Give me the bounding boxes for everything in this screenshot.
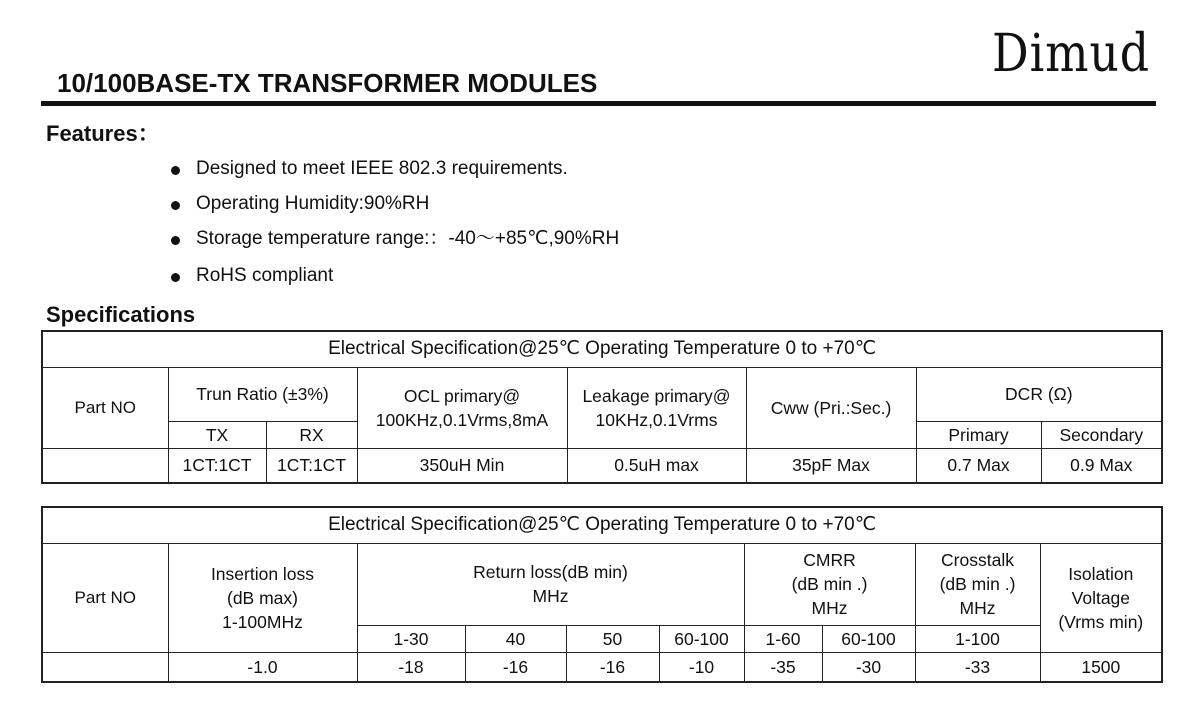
tx-header: TX bbox=[168, 421, 266, 448]
leakage-header: Leakage primary@ 10KHz,0.1Vrms bbox=[567, 367, 746, 448]
features-list bbox=[170, 154, 619, 296]
return-loss-band: 60-100 bbox=[659, 625, 744, 652]
bullet-icon bbox=[171, 166, 180, 175]
ocl-cell: 350uH Min bbox=[357, 448, 567, 483]
cww-header: Cww (Pri.:Sec.) bbox=[746, 367, 916, 448]
table-row bbox=[42, 448, 1162, 483]
part-no-cell bbox=[42, 448, 168, 483]
cmrr-header: CMRR (dB min .) MHz bbox=[744, 543, 915, 625]
return-loss-band: 50 bbox=[566, 625, 659, 652]
return-loss-cell: -16 bbox=[566, 652, 659, 682]
crosstalk-cell: -33 bbox=[915, 652, 1040, 682]
brand-logo: Dimud bbox=[992, 24, 1150, 84]
return-loss-header: Return loss(dB min) MHz bbox=[357, 543, 744, 625]
cmrr-cell: -30 bbox=[822, 652, 915, 682]
table-caption: Electrical Specification@25℃ Operating Temperature 0 to +70℃ bbox=[42, 507, 1162, 543]
electrical-spec-table-2 bbox=[41, 506, 1163, 683]
cmrr-band: 60-100 bbox=[822, 625, 915, 652]
dcr-header: DCR (Ω) bbox=[916, 367, 1162, 421]
electrical-spec-table-1 bbox=[41, 330, 1163, 484]
return-loss-band: 1-30 bbox=[357, 625, 465, 652]
return-loss-cell: -18 bbox=[357, 652, 465, 682]
return-loss-cell: -10 bbox=[659, 652, 744, 682]
dcr-secondary-cell: 0.9 Max bbox=[1041, 448, 1162, 483]
cww-cell: 35pF Max bbox=[746, 448, 916, 483]
crosstalk-band: 1-100 bbox=[915, 625, 1040, 652]
insertion-loss-cell: -1.0 bbox=[168, 652, 357, 682]
table-row bbox=[42, 652, 1162, 682]
ocl-header: OCL primary@ 100KHz,0.1Vrms,8mA bbox=[357, 367, 567, 448]
feature-item: Operating Humidity:90%RH bbox=[170, 189, 619, 224]
table-caption: Electrical Specification@25℃ Operating Temperature 0 to +70℃ bbox=[42, 331, 1162, 367]
return-loss-band: 40 bbox=[465, 625, 566, 652]
feature-item: RoHS compliant bbox=[170, 261, 619, 296]
dcr-secondary-header: Secondary bbox=[1041, 421, 1162, 448]
part-no-header: Part NO bbox=[42, 543, 168, 652]
features-heading: Features： bbox=[46, 121, 160, 146]
turn-ratio-header: Trun Ratio (±3%) bbox=[168, 367, 357, 421]
feature-item: Storage temperature range:：-40～+85℃,90%RH bbox=[170, 224, 619, 259]
dcr-primary-cell: 0.7 Max bbox=[916, 448, 1041, 483]
rx-cell: 1CT:1CT bbox=[266, 448, 357, 483]
feature-item: Designed to meet IEEE 802.3 requirements. bbox=[170, 154, 619, 189]
cmrr-cell: -35 bbox=[744, 652, 822, 682]
isolation-voltage-cell: 1500 bbox=[1040, 652, 1162, 682]
rx-header: RX bbox=[266, 421, 357, 448]
part-no-cell bbox=[42, 652, 168, 682]
title-rule bbox=[41, 101, 1156, 106]
return-loss-cell: -16 bbox=[465, 652, 566, 682]
isolation-voltage-header: Isolation Voltage (Vrms min) bbox=[1040, 543, 1162, 652]
tx-cell: 1CT:1CT bbox=[168, 448, 266, 483]
document-title: 10/100BASE-TX TRANSFORMER MODULES bbox=[57, 68, 598, 98]
leakage-cell: 0.5uH max bbox=[567, 448, 746, 483]
specifications-heading: Specifications bbox=[46, 302, 196, 327]
bullet-icon bbox=[171, 236, 180, 245]
cmrr-band: 1-60 bbox=[744, 625, 822, 652]
dcr-primary-header: Primary bbox=[916, 421, 1041, 448]
crosstalk-header: Crosstalk (dB min .) MHz bbox=[915, 543, 1040, 625]
bullet-icon bbox=[171, 201, 180, 210]
part-no-header: Part NO bbox=[42, 367, 168, 448]
bullet-icon bbox=[171, 273, 180, 282]
insertion-loss-header: Insertion loss (dB max) 1-100MHz bbox=[168, 543, 357, 652]
